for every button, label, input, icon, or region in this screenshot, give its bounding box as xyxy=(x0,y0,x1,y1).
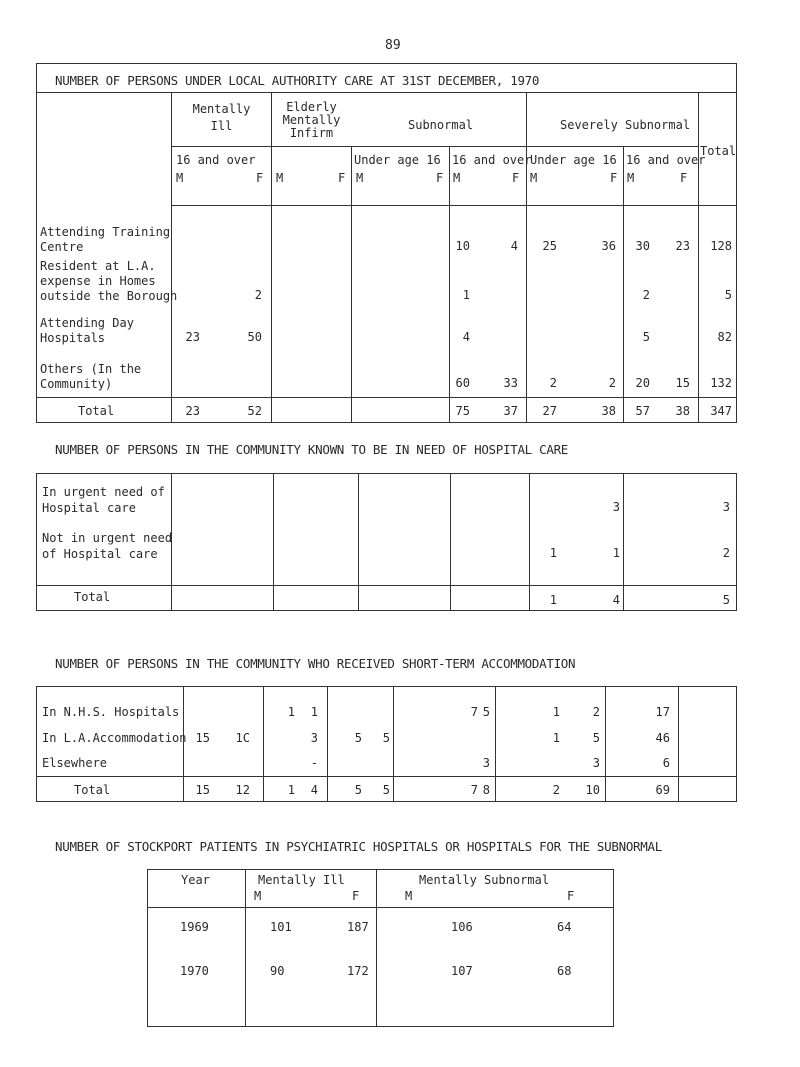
row-label-total: Total xyxy=(78,404,115,418)
table-1-title: NUMBER OF PERSONS UNDER LOCAL AUTHORITY CARE AT 31ST DECEMBER, 1970 xyxy=(55,73,540,88)
cell: 4 xyxy=(462,330,470,344)
cell: 2 xyxy=(592,705,600,719)
row-label-elsewhere: Elsewhere xyxy=(42,756,108,770)
cell: 107 xyxy=(451,964,473,978)
cell: 33 xyxy=(503,376,518,390)
table-2-title: NUMBER OF PERSONS IN THE COMMUNITY KNOWN TO BE IN NEED OF HOSPITAL CARE xyxy=(55,442,569,457)
header-year: Year xyxy=(181,873,210,887)
cell: 36 xyxy=(601,239,616,253)
cell: 52 xyxy=(247,404,262,418)
cell: 57 xyxy=(635,404,650,418)
cell: 1 xyxy=(549,593,557,607)
header-severely-subnormal: Severely Subnormal xyxy=(560,118,691,132)
cell: 6 xyxy=(662,756,670,770)
table-4-title: NUMBER OF STOCKPORT PATIENTS IN PSYCHIATRIC HOSPITALS OR HOSPITALS FOR THE SUBNORMAL xyxy=(55,839,662,854)
cell: 23 xyxy=(675,239,690,253)
cell: 1 xyxy=(287,783,295,797)
year-cell: 1969 xyxy=(180,920,209,934)
cell: 4 xyxy=(510,239,518,253)
row-label-la-accommodation: In L.A.Accommodation xyxy=(42,731,187,745)
year-cell: 1970 xyxy=(180,964,209,978)
cell: 23 xyxy=(185,404,200,418)
row-label-urgent: In urgent need of Hospital care xyxy=(42,485,165,515)
row-label-others: Others (In the Community) xyxy=(40,362,142,391)
page-number: 89 xyxy=(385,38,401,53)
header-16-over: 16 and over xyxy=(176,153,256,167)
cell: 10 xyxy=(585,783,600,797)
cell: 17 xyxy=(655,705,670,719)
row-label-day-hospitals: Attending Day Hospitals xyxy=(40,316,134,345)
row-label-total-2: Total xyxy=(74,590,111,604)
cell: 38 xyxy=(675,404,690,418)
cell: 75 xyxy=(455,404,470,418)
cell: 1 xyxy=(552,705,560,719)
cell: 10 xyxy=(455,239,470,253)
cell: - xyxy=(310,756,318,770)
cell: 5 xyxy=(354,783,362,797)
row-label-not-urgent: Not in urgent need of Hospital care xyxy=(42,531,173,561)
cell: 5 xyxy=(722,593,730,607)
cell: 1C xyxy=(235,731,250,745)
cell: 37 xyxy=(503,404,518,418)
cell: 7 xyxy=(470,783,478,797)
cell: 30 xyxy=(635,239,650,253)
cell: 4 xyxy=(310,783,318,797)
header-under-16-b: Under age 16 xyxy=(530,153,617,167)
cell: 15 xyxy=(195,731,210,745)
cell: 23 xyxy=(185,330,200,344)
cell: 50 xyxy=(247,330,262,344)
cell: 1 xyxy=(612,546,620,560)
header-elderly: Elderly xyxy=(286,100,337,114)
cell: 3 xyxy=(722,500,730,514)
cell: 1 xyxy=(549,546,557,560)
cell: 1 xyxy=(462,288,470,302)
header-mentally-subnormal: Mentally Subnormal xyxy=(419,873,550,887)
cell: 2 xyxy=(608,376,616,390)
cell: 172 xyxy=(347,964,369,978)
row-label-training: Attending Training Centre xyxy=(40,225,171,254)
cell: 5 xyxy=(642,330,650,344)
cell: 64 xyxy=(557,920,572,934)
cell: 15 xyxy=(675,376,690,390)
cell: 82 xyxy=(717,330,732,344)
cell: 15 xyxy=(195,783,210,797)
cell: 1 xyxy=(310,705,318,719)
cell: 347 xyxy=(710,404,732,418)
header-total: Total xyxy=(700,144,737,158)
cell: 2 xyxy=(642,288,650,302)
cell: 5 xyxy=(382,731,390,745)
table-3-title: NUMBER OF PERSONS IN THE COMMUNITY WHO RECEIVED SHORT-TERM ACCOMMODATION xyxy=(55,656,576,671)
cell: 101 xyxy=(270,920,292,934)
cell: 2 xyxy=(722,546,730,560)
cell: 3 xyxy=(482,756,490,770)
cell: 3 xyxy=(612,500,620,514)
cell: 2 xyxy=(552,783,560,797)
header-16-over-b: 16 and over xyxy=(452,153,532,167)
cell: 20 xyxy=(635,376,650,390)
cell: 4 xyxy=(612,593,620,607)
row-label-nhs: In N.H.S. Hospitals xyxy=(42,705,180,719)
header-mentally-ill: Mentally xyxy=(192,102,251,116)
cell: 5 xyxy=(592,731,600,745)
cell: 12 xyxy=(235,783,250,797)
cell: 3 xyxy=(592,756,600,770)
cell: 69 xyxy=(655,783,670,797)
cell: 7 xyxy=(470,705,478,719)
header-subnormal: Subnormal xyxy=(408,118,474,132)
cell: 27 xyxy=(542,404,557,418)
cell: 3 xyxy=(310,731,318,745)
header-under-16: Under age 16 xyxy=(354,153,441,167)
cell: 2 xyxy=(549,376,557,390)
cell: 68 xyxy=(557,964,572,978)
cell: 132 xyxy=(710,376,732,390)
cell: 5 xyxy=(482,705,490,719)
cell: 1 xyxy=(552,731,560,745)
row-label-resident: Resident at L.A. expense in Homes outside the Borough xyxy=(40,259,178,303)
cell: 60 xyxy=(455,376,470,390)
cell: 2 xyxy=(254,288,262,302)
cell: 5 xyxy=(724,288,732,302)
cell: 1 xyxy=(287,705,295,719)
cell: 90 xyxy=(270,964,285,978)
cell: 187 xyxy=(347,920,369,934)
header-16-over-c: 16 and over xyxy=(626,153,706,167)
cell: 128 xyxy=(710,239,732,253)
row-label-total-3: Total xyxy=(74,783,111,797)
cell: 46 xyxy=(655,731,670,745)
cell: 106 xyxy=(451,920,473,934)
cell: 8 xyxy=(482,783,490,797)
cell: 38 xyxy=(601,404,616,418)
cell: 5 xyxy=(382,783,390,797)
header-mentally-ill-4: Mentally Ill xyxy=(258,873,345,887)
cell: 5 xyxy=(354,731,362,745)
cell: 25 xyxy=(542,239,557,253)
